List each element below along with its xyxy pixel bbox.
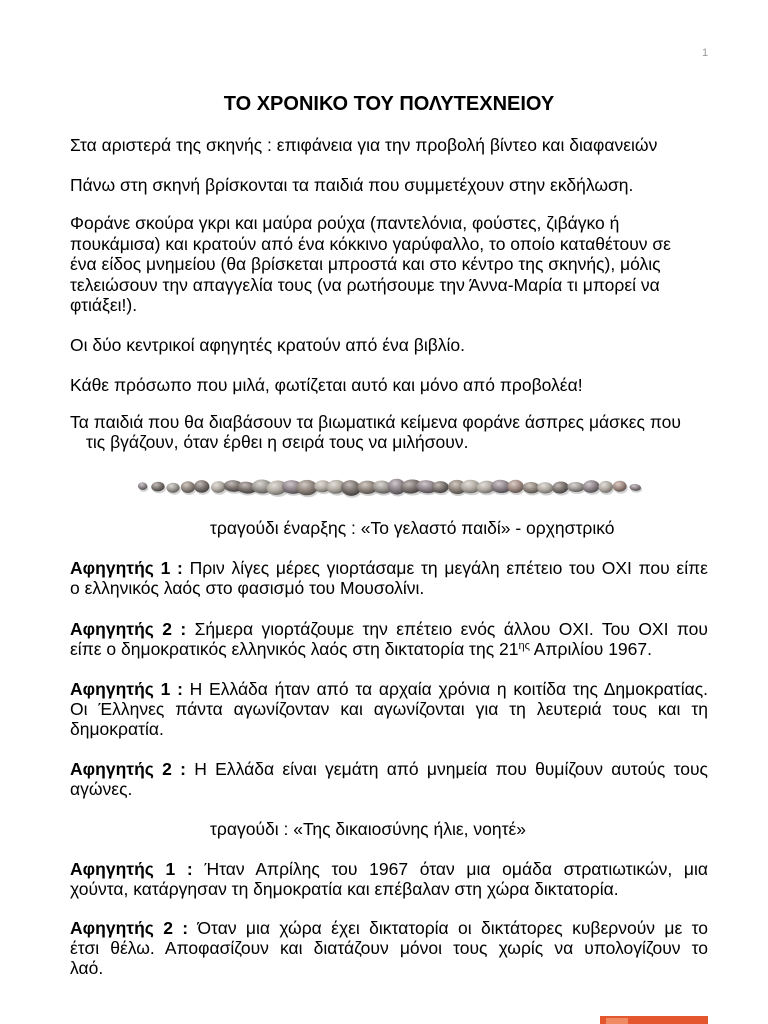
narration-line [70,679,708,699]
narration-block [70,859,708,899]
pebble [507,480,523,493]
narration-line: Οι Έλληνες πάντα αγωνίζονταν και αγωνίζονται για τη λευτεριά τους και τη [70,699,708,719]
pebble-divider [136,476,642,500]
narration-text: Η Ελλάδα είναι γεμάτη από μνημεία που θυμίζουν αυτούς τους [194,759,708,779]
pebble [181,481,195,493]
paragraph-line: Φοράνε σκούρα γκρι και μαύρα ρούχα (παντελόνια, φούστες, ζιβάγκο ή [70,213,620,233]
narration-line: χούντα, κατάργησαν τη δημοκρατία και επέβαλαν στη χώρα δικτατορία. [70,879,619,899]
speaker-label: Αφηγητής 1 : [70,558,183,578]
footer-logo [600,1016,708,1024]
stage-note-masks [70,412,708,452]
speaker-label: Αφηγητής 2 : [70,619,187,639]
narration-text: Όταν μια χώρα έχει δικτατορία οι δικτάτορες κυβερνούν με το [197,918,708,938]
speaker-label: Αφηγητής 1 : [70,679,183,699]
narration-block [70,558,708,598]
speaker-label: Αφηγητής 1 : [70,859,193,879]
song-cue-opening: τραγούδι έναρξης : «Το γελαστό παιδί» - ορχηστρικό [210,518,615,538]
narration-line [70,619,708,639]
narration-text: Η Ελλάδα ήταν από τα αρχαία χρόνια η κοιτίδα της Δημοκρατίας. [189,679,708,699]
paragraph-line: φτιάξει!). [70,295,138,315]
paragraph-line: Πάνω στη σκηνή βρίσκονται τα παιδιά που συμμετέχουν στην εκδήλωση. [70,175,634,195]
ordinal-suffix: ης [518,640,530,652]
narration-line: λαό. [70,958,104,978]
stage-note-screen [70,135,708,155]
narration-line [70,558,708,578]
narration-line: ο ελληνικός λαός στο φασισμό του Μουσολίνι. [70,578,425,598]
narration-block [70,759,708,799]
logo-mark [606,1018,628,1024]
narration-line [70,639,708,659]
paragraph-line: Στα αριστερά της σκηνής : επιφάνεια για την προβολή βίντεο και διαφανειών [70,135,658,155]
stage-note-children [70,175,708,195]
paragraph-line: τις βγάζουν, όταν έρθει η σειρά τους να μιλήσουν. [86,432,469,452]
narration-line: αγώνες. [70,779,133,799]
song-cue: τραγούδι : «Της δικαιοσύνης ήλιε, νοητέ» [210,819,527,839]
narration-text: Ήταν Απρίλης του 1967 όταν μια ομάδα στρατιωτικών, μια [204,859,708,879]
narration-block [70,679,708,739]
narration-line: έτσι θέλω. Αποφασίζουν και διατάζουν μόνοι τους χωρίς να υπολογίζουν το [70,938,708,958]
narration-text: είπε ο δημοκρατικός ελληνικός λαός στη δικτατορία της 21 [70,639,519,659]
narration-line [70,759,708,779]
narration-text: Απριλίου 1967. [533,639,652,659]
page-number: 1 [701,47,709,59]
paragraph-line: ένα είδος μνημείου (θα βρίσκεται μπροστά και στο κέντρο της σκηνής), μόλις [70,254,661,274]
paragraph-line: Οι δύο κεντρικοί αφηγητές κρατούν από ένα βιβλίο. [70,335,466,355]
narration-line [70,859,708,879]
narration-block [70,918,708,978]
stage-note-costume [70,213,708,316]
paragraph-line: Κάθε πρόσωπο που μιλά, φωτίζεται αυτό και μόνο από προβολέα! [70,375,583,395]
speaker-label: Αφηγητής 2 : [70,918,189,938]
narration-text: Πριν λίγες μέρες γιορτάσαμε τη μεγάλη επέτειο του ΟΧΙ που είπε [189,558,708,578]
paragraph-line: Τα παιδιά που θα διαβάσουν τα βιωματικά κείμενα φοράνε άσπρες μάσκες που [70,412,681,432]
document-title: ΤΟ ΧΡΟΝΙΚΟ ΤΟΥ ΠΟΛΥΤΕΧΝΕΙΟΥ [223,93,555,115]
narration-line: δημοκρατία. [70,719,164,739]
stage-note-lighting [70,375,708,395]
pebble [296,480,317,495]
narration-block [70,619,708,659]
paragraph-line: πουκάμισα) και κρατούν από ένα κόκκινο γαρύφαλλο, το οποίο καταθέτουν σε [70,233,671,254]
narration-text: Σήμερα γιορτάζουμε την επέτειο ενός άλλου ΟΧΙ. Του ΟΧΙ που [194,619,708,639]
stage-note-narrators [70,335,708,355]
narration-line [70,918,708,938]
paragraph-line: τελειώσουν την απαγγελία τους (να ρωτήσουμε την Άννα-Μαρία τι μπορεί να [70,274,660,295]
speaker-label: Αφηγητής 2 : [70,759,186,779]
